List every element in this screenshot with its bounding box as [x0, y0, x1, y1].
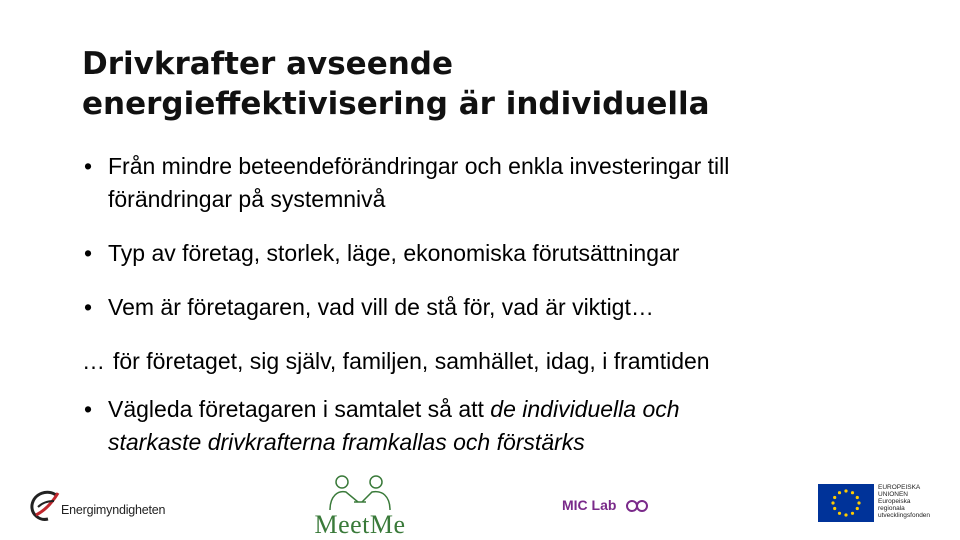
- bullet-dot: •: [84, 240, 93, 266]
- continuation-text: för företaget, sig själv, familjen, samhället, idag, i framtiden: [113, 348, 710, 374]
- miclab-logo: [562, 494, 662, 520]
- energimyndigheten-text: Energimyndigheten: [61, 503, 166, 517]
- eu-text-line: UNIONEN: [878, 491, 908, 498]
- eu-text-line: utvecklingsfonden: [878, 512, 931, 519]
- energimyndigheten-logo: [28, 485, 178, 527]
- meetme-logo: [300, 472, 420, 540]
- title-line-1: Drivkrafter avseende: [82, 46, 454, 82]
- bullet-item-2: [82, 237, 902, 270]
- continuation-item: [82, 345, 902, 378]
- bullet-text-1a: Från mindre beteendeförändringar och enkla investeringar till: [108, 153, 730, 179]
- bullet-dot: •: [84, 294, 93, 320]
- title-line-2: energieffektivisering är individuella: [82, 86, 710, 122]
- bullet-text-5-plain: Vägleda företagaren i samtalet så att: [108, 396, 491, 422]
- bullet-text-3: Vem är företagaren, vad vill de stå för, vad är viktigt…: [108, 294, 654, 320]
- bullet-dot: •: [84, 153, 93, 179]
- energimyndigheten-swirl-icon: [28, 489, 62, 523]
- bullet-text-5-italic-b: starkaste drivkrafterna framkallas och förstärks: [108, 429, 585, 455]
- eu-text-line: regionala: [878, 505, 905, 512]
- eu-text-line: Europeiska: [878, 498, 911, 505]
- meetme-text: MeetMe: [314, 510, 406, 539]
- bullet-item-5: [82, 393, 902, 459]
- bullet-item-1: [82, 150, 902, 216]
- ellipsis-marker: …: [82, 348, 105, 374]
- bullet-item-3: [82, 291, 902, 324]
- logo-bar: [0, 470, 960, 540]
- eu-text: [878, 484, 942, 519]
- eu-text-line: EUROPEISKA: [878, 484, 921, 491]
- bullet-text-2: Typ av företag, storlek, läge, ekonomiska förutsättningar: [108, 240, 680, 266]
- bullet-text-1b: förändringar på systemnivå: [108, 186, 386, 212]
- miclab-text: MIC Lab: [562, 497, 617, 513]
- bullet-list: [82, 150, 902, 480]
- bullet-text-5-italic-a: de individuella och: [490, 396, 680, 422]
- miclab-rings-icon: [624, 496, 652, 516]
- slide-title: [82, 44, 902, 124]
- eu-logo: [818, 484, 938, 524]
- eu-flag-icon: [818, 484, 874, 522]
- bullet-dot: •: [84, 396, 93, 422]
- meetme-figures-icon: [300, 472, 420, 512]
